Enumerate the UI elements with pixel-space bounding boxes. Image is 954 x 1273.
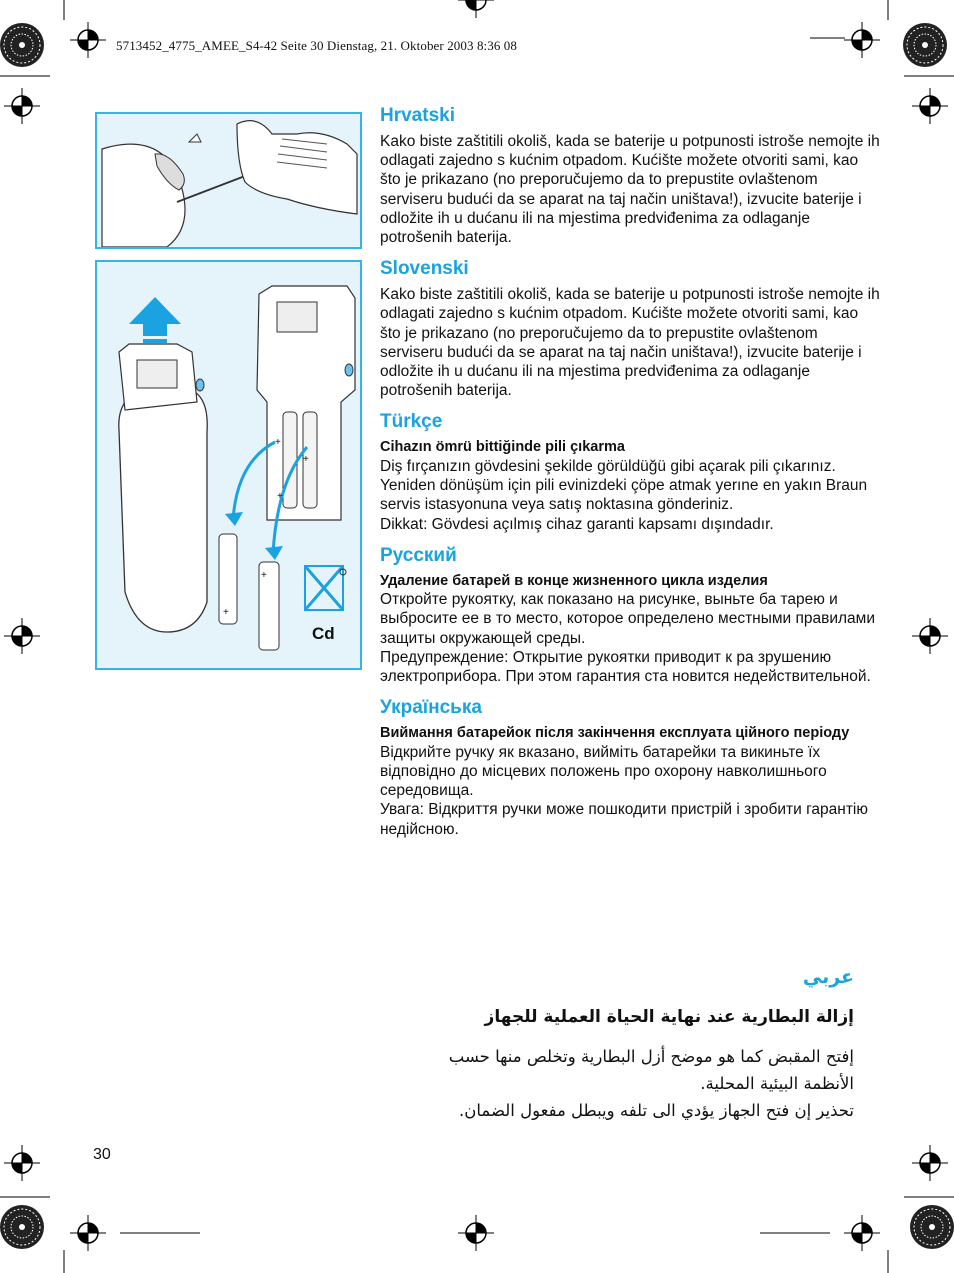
section-body: Відкрийте ручку як вказано, вийміть батарейки та викиньте їх відповідно до місцевих положень про охорону навколишнього середовища. (380, 743, 827, 800)
reg-mark-left-1 (4, 88, 40, 124)
reg-mark-top-right (844, 22, 880, 58)
battery-plus-label-2: + (277, 491, 283, 502)
color-target-bottom-right (910, 1205, 954, 1249)
color-target-bottom-left (0, 1205, 44, 1249)
reg-mark-right-1 (912, 88, 948, 124)
section-title: Українська (380, 697, 482, 719)
text-column (380, 104, 880, 845)
section-body: Kako biste zaštitili okoliš, kada se baterije u potpunosti istroše nemojte ih odlagati zajedno s kućnim otpadom. Kućište možete otvoriti sami, kao što je prikazano (no preporučujemo da to prepustite ovlaštenom serviseru budući da se aparat na taj način uništava!), izvucite baterije i odložite ih u dućanu ili na mjestima predviđenima za odlaganje potrošenih baterija. (380, 286, 880, 400)
section-arabic-body: إفتح المقبض كما هو موضح أزل البطارية وتخلص منها حسب الأنظمة البيئية المحلية. (448, 1047, 854, 1093)
recycle-bin-icon (305, 566, 346, 610)
section-subtitle: Удаление батарей в конце жизненного цикла изделия (380, 572, 768, 589)
battery-plus-label: + (275, 437, 281, 448)
section-body: Откройте рукоятку, как показано на рисунке, выньте ба тарею и выбросите ее в то место, которое определено местными правилами защиты окружающей среды. (380, 591, 875, 647)
color-target-top-right (903, 23, 947, 67)
page-number: 30 (93, 1146, 111, 1163)
reg-mark-bottom-left (70, 1215, 106, 1251)
section-note: Предупреждение: Открытие рукоятки приводит к ра зрушению электроприбора. При этом гарантия ста новится недействительной. (380, 648, 871, 686)
section-body: Diş fırçanızın gövdesini şekilde görüldüğü gibi açarak pili çıkarınız. Yeniden dönüşüm için pili evinizdeki çöpe atmak yerıne en yakın Braun servis istasyonuna veya satış noktasına gönderiniz. (380, 457, 868, 514)
section-title: Hrvatski (380, 105, 455, 126)
section-subtitle: Виймання батарейок після закінчення експлуата ційного періоду (380, 725, 850, 742)
recycle-label: Cd (312, 624, 335, 643)
section-arabic-subtitle: إزالة البطارية عند نهاية الحياة العملية للجهاز (484, 1007, 854, 1027)
reg-mark-left-mid (4, 618, 40, 654)
section-arabic-note: تحذير إن فتح الجهاز يؤدي الى تلفه ويبطل مفعول الضمان. (459, 1101, 854, 1120)
print-info-header: 5713452_4775_AMEE_S4-42 Seite 30 Dienstag, 21. Oktober 2003 8:36 08 (116, 38, 518, 53)
reg-mark-right-mid (912, 618, 948, 654)
figure-battery-removal (95, 260, 362, 670)
section-title: Türkçe (380, 411, 443, 433)
reg-mark-right-bottom (912, 1145, 948, 1181)
section-note: Dikkat: Gövdesi açılmış cihaz garanti kapsamı dışındadır. (380, 515, 774, 533)
battery-plus-label-3: + (303, 454, 309, 465)
reg-mark-bottom-center (458, 1215, 494, 1251)
section-turkce (380, 410, 880, 533)
reg-mark-top-left (70, 22, 106, 58)
section-russkiy (380, 544, 880, 687)
section-slovenski (380, 257, 880, 400)
section-title: Slovenski (380, 258, 469, 280)
up-arrow-icon (129, 297, 181, 336)
color-target-top-left (0, 23, 44, 67)
section-body: Kako biste zaštitili okoliš, kada se baterije u potpunosti istroše nemojte ih odlagati zajedno s kućnim otpadom. Kućište možete otvoriti sami, kao što je prikazano (no preporučujemo da to prepustite ovlaštenom serviseru budući da se aparat na taj način uništava!), izvucite baterije i odložite ih u dućanu ili na mjestima predviđenima za odlaganje potrošenih baterija. (380, 133, 880, 247)
section-title: Русский (380, 544, 457, 566)
reg-mark-bottom-right (844, 1215, 880, 1251)
section-hrvatski (380, 104, 880, 247)
figure-open-housing (95, 112, 362, 249)
section-ukrainska (380, 696, 880, 839)
section-note: Увага: Відкриття ручки може пошкодити пристрій і зробити гарантію недійсною. (380, 801, 869, 838)
reg-mark-top-center (458, 0, 494, 18)
section-arabic-title: عربي (802, 966, 854, 988)
battery-plus-label-4: + (223, 607, 229, 618)
open-housing-illustration (97, 114, 360, 247)
section-arabic-text (394, 1043, 854, 1124)
battery-plus-label-5: + (261, 570, 267, 581)
section-subtitle: Cihazın ömrü bittiğinde pili çıkarma (380, 439, 625, 456)
reg-mark-left-bottom (4, 1145, 40, 1181)
